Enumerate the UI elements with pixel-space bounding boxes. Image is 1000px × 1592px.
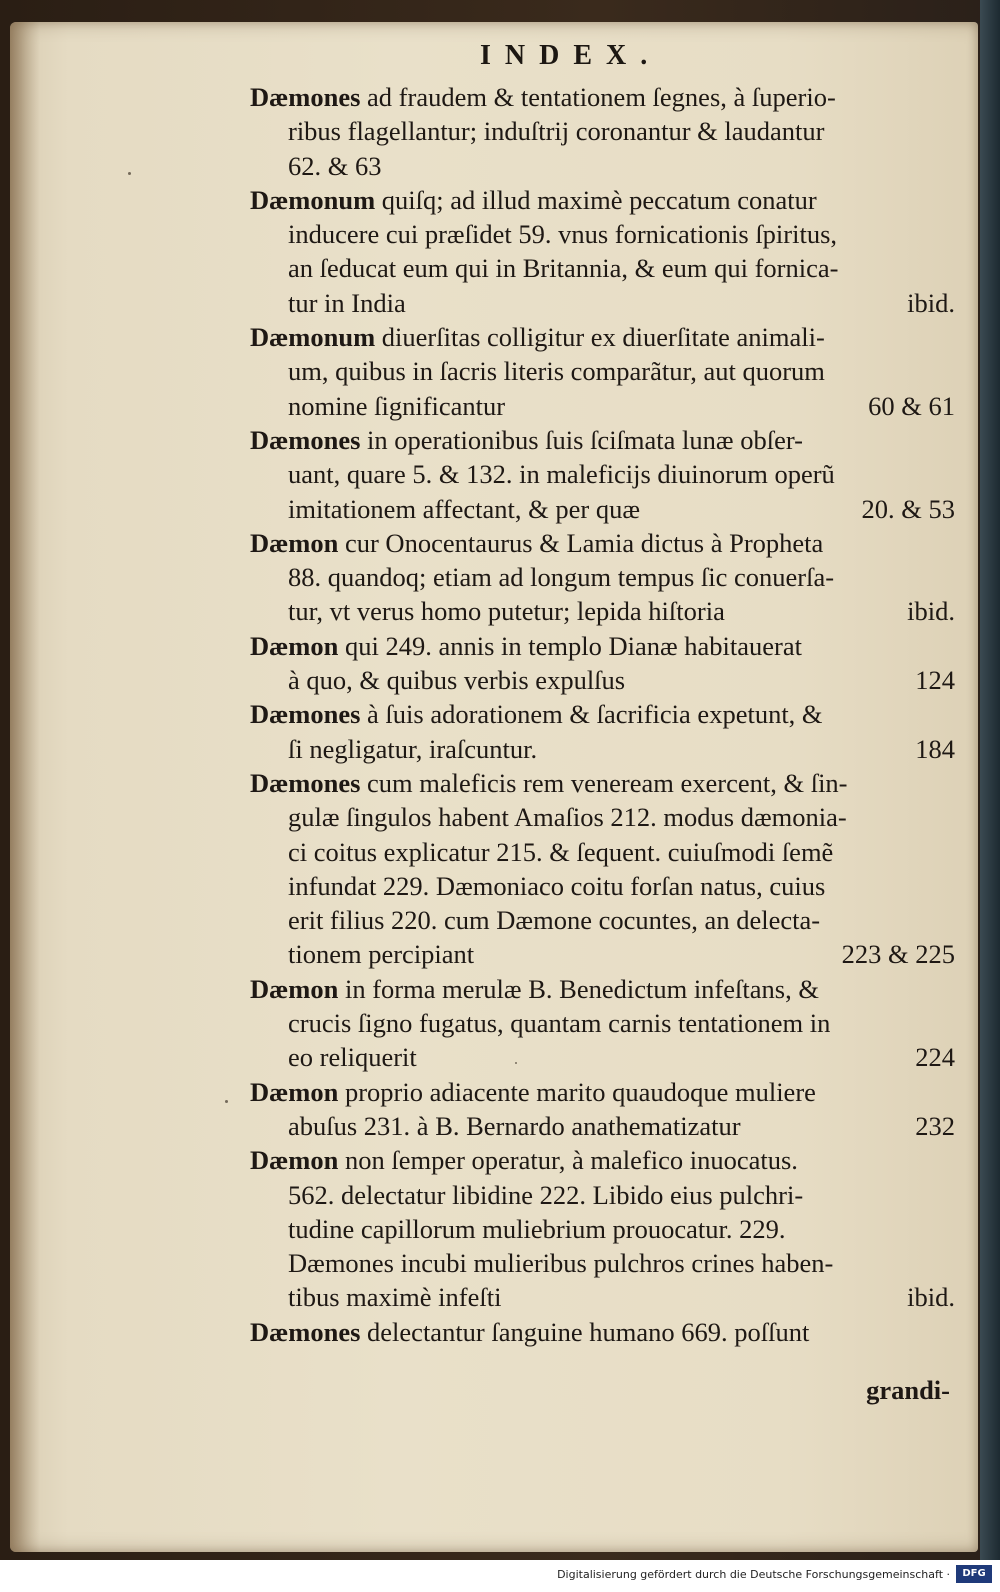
index-entry <box>250 1143 955 1314</box>
entry-line <box>250 629 955 663</box>
ink-speck <box>128 172 131 175</box>
headword: Dæmones <box>250 424 361 455</box>
entry-line <box>250 663 955 697</box>
entry-text: 562. delectatur libidine 222. Libido eius pulchri- <box>288 1179 804 1210</box>
entry-text: Dæmones delectantur ſanguine humano 669. poſſunt <box>250 1316 810 1347</box>
entry-line <box>250 732 955 766</box>
entry-text: ſi negligatur, iraſcuntur. <box>288 733 538 764</box>
entry-line <box>250 354 955 388</box>
headword: Dæmones <box>250 82 361 112</box>
index-entry <box>250 972 955 1075</box>
index-entry <box>250 320 955 423</box>
entry-text: uant, quare 5. & 132. in maleficijs diuinorum operũ <box>288 459 835 490</box>
entry-line <box>250 526 955 560</box>
page-reference: 184 <box>915 733 955 764</box>
entry-text: crucis ſigno fugatus, quantam carnis tentationem in <box>288 1008 831 1039</box>
entry-line <box>250 217 955 251</box>
entry-line <box>250 423 955 457</box>
entry-line <box>250 1109 955 1143</box>
page-reference: ibid. <box>907 287 955 318</box>
index-entry <box>250 1315 955 1349</box>
entry-text: tudine capillorum muliebrium prouocatur. 229. <box>288 1213 786 1244</box>
entry-text: gulæ ſingulos habent Amaſios 212. modus dæmonia- <box>288 802 847 833</box>
headword: Dæmonum <box>250 184 376 215</box>
headword: Dæmonum <box>250 322 376 353</box>
entry-text: tur in India <box>288 287 406 318</box>
entry-line <box>250 389 955 423</box>
entry-line <box>250 903 955 937</box>
index-entry <box>250 629 955 698</box>
running-head: INDEX. <box>480 40 662 71</box>
headword: Dæmones <box>250 699 361 730</box>
entry-line <box>250 1006 955 1040</box>
entry-text: Dæmones cum maleficis rem veneream exercent, & ſin- <box>250 767 848 798</box>
page-gutter-shadow <box>10 22 40 1552</box>
entry-line <box>250 1040 955 1074</box>
entry-line <box>250 183 955 217</box>
entry-line <box>250 766 955 800</box>
headword: Dæmones <box>250 767 361 798</box>
entry-text: Dæmon non ſemper operatur, à malefico inuocatus. <box>250 1145 798 1176</box>
entry-text: Dæmon cur Onocentaurus & Lamia dictus à Propheta <box>250 527 824 558</box>
headword: Dæmon <box>250 973 339 1004</box>
entry-text: Dæmones à ſuis adorationem & ſacrificia expetunt, & <box>250 699 823 730</box>
entry-text: Dæmon in forma merulæ B. Benedictum infeſtans, & <box>250 973 819 1004</box>
headword: Dæmones <box>250 1316 361 1347</box>
entry-line <box>250 1246 955 1280</box>
entry-line <box>250 1075 955 1109</box>
entry-text: ribus flagellantur; induſtrij coronantur & laudantur <box>288 116 825 147</box>
headword: Dæmon <box>250 1145 339 1176</box>
page-reference: ibid. <box>907 596 955 627</box>
catchword: grandi- <box>866 1375 950 1405</box>
entry-text: Dæmones incubi mulieribus pulchros crines haben- <box>288 1248 834 1279</box>
entry-text: tur, vt verus homo putetur; lepida hiſtoria <box>288 596 725 627</box>
entry-text: inducere cui præſidet 59. vnus fornicationis ſpiritus, <box>288 219 838 250</box>
page-reference: ibid. <box>907 1282 955 1313</box>
book-page <box>10 22 978 1552</box>
headword: Dæmon <box>250 527 339 558</box>
entry-text: Dæmones in operationibus ſuis ſciſmata lunæ obſer- <box>250 424 803 455</box>
entry-line <box>250 594 955 628</box>
entry-text: infundat 229. Dæmoniaco coitu forſan natus, cuius <box>288 870 826 901</box>
page-reference: 20. & 53 <box>861 493 955 524</box>
entry-text: Dæmonum diuerſitas colligitur ex diuerſitate animali- <box>250 322 825 353</box>
entry-text: Dæmones ad fraudem & tentationem ſegnes, à ſuperio- <box>250 82 836 112</box>
page-reference: 60 & 61 <box>868 390 955 421</box>
entry-line <box>250 114 955 148</box>
entry-line <box>250 697 955 731</box>
entry-text: eo reliquerit <box>288 1042 417 1073</box>
entry-text: tionem percipiant <box>288 939 475 970</box>
entry-text: 62. & 63 <box>288 150 382 181</box>
entry-line <box>250 937 955 971</box>
index-entry <box>250 526 955 629</box>
dfg-logo: DFG <box>956 1565 992 1583</box>
entry-text: à quo, & quibus verbis expulſus <box>288 665 626 696</box>
page-reference: 223 & 225 <box>841 939 955 970</box>
entry-line <box>250 800 955 834</box>
entry-line <box>250 1280 955 1314</box>
entry-text: an ſeducat eum qui in Britannia, & eum qui fornica- <box>288 253 839 284</box>
headword: Dæmon <box>250 1076 339 1107</box>
index-entry <box>250 766 955 972</box>
index-entry <box>250 423 955 526</box>
entry-text: ci coitus explicatur 215. & ſequent. cuiuſmodi ſemẽ <box>288 836 834 867</box>
entry-line <box>250 286 955 320</box>
entry-line <box>250 492 955 526</box>
entry-text: abuſus 231. à B. Bernardo anathematizatur <box>288 1110 741 1141</box>
book-cover-edge <box>980 0 1000 1560</box>
entry-line <box>250 972 955 1006</box>
entry-text: erit filius 220. cum Dæmone cocuntes, an delecta- <box>288 905 821 936</box>
entry-line <box>250 149 955 183</box>
index-entry <box>250 1075 955 1144</box>
digitization-credit: Digitalisierung gefördert durch die Deutsche Forschungsgemeinschaft · <box>557 1568 950 1581</box>
entry-line <box>250 320 955 354</box>
entry-line <box>250 560 955 594</box>
entry-text: um, quibus in ſacris literis comparãtur, aut quorum <box>288 356 825 387</box>
entry-text: tibus maximè infeſti <box>288 1282 502 1313</box>
entry-text: 88. quandoq; etiam ad longum tempus ſic conuerſa- <box>288 562 835 593</box>
entry-line <box>250 835 955 869</box>
entry-line <box>250 80 955 114</box>
page-reference: 124 <box>915 665 955 696</box>
entry-line <box>250 457 955 491</box>
page-reference: 224 <box>915 1042 955 1073</box>
entry-text: Dæmonum quiſq; ad illud maximè peccatum conatur <box>250 184 817 215</box>
entry-line <box>250 1315 955 1349</box>
entry-line <box>250 251 955 285</box>
index-entry <box>250 183 955 320</box>
index-entry <box>250 697 955 766</box>
entry-text: imitationem affectant, & per quæ <box>288 493 641 524</box>
entry-line <box>250 1178 955 1212</box>
page-reference: 232 <box>915 1110 955 1141</box>
ink-speck <box>225 1100 228 1103</box>
entry-line <box>250 869 955 903</box>
entry-line <box>250 1143 955 1177</box>
entry-text: Dæmon proprio adiacente marito quaudoque muliere <box>250 1076 816 1107</box>
entry-text: nomine ſignificantur <box>288 390 506 421</box>
headword: Dæmon <box>250 630 339 661</box>
index-entry <box>250 80 955 183</box>
index-entries <box>250 80 955 1349</box>
ink-speck <box>515 1062 517 1064</box>
entry-line <box>250 1212 955 1246</box>
entry-text: Dæmon qui 249. annis in templo Dianæ habitauerat <box>250 630 803 661</box>
